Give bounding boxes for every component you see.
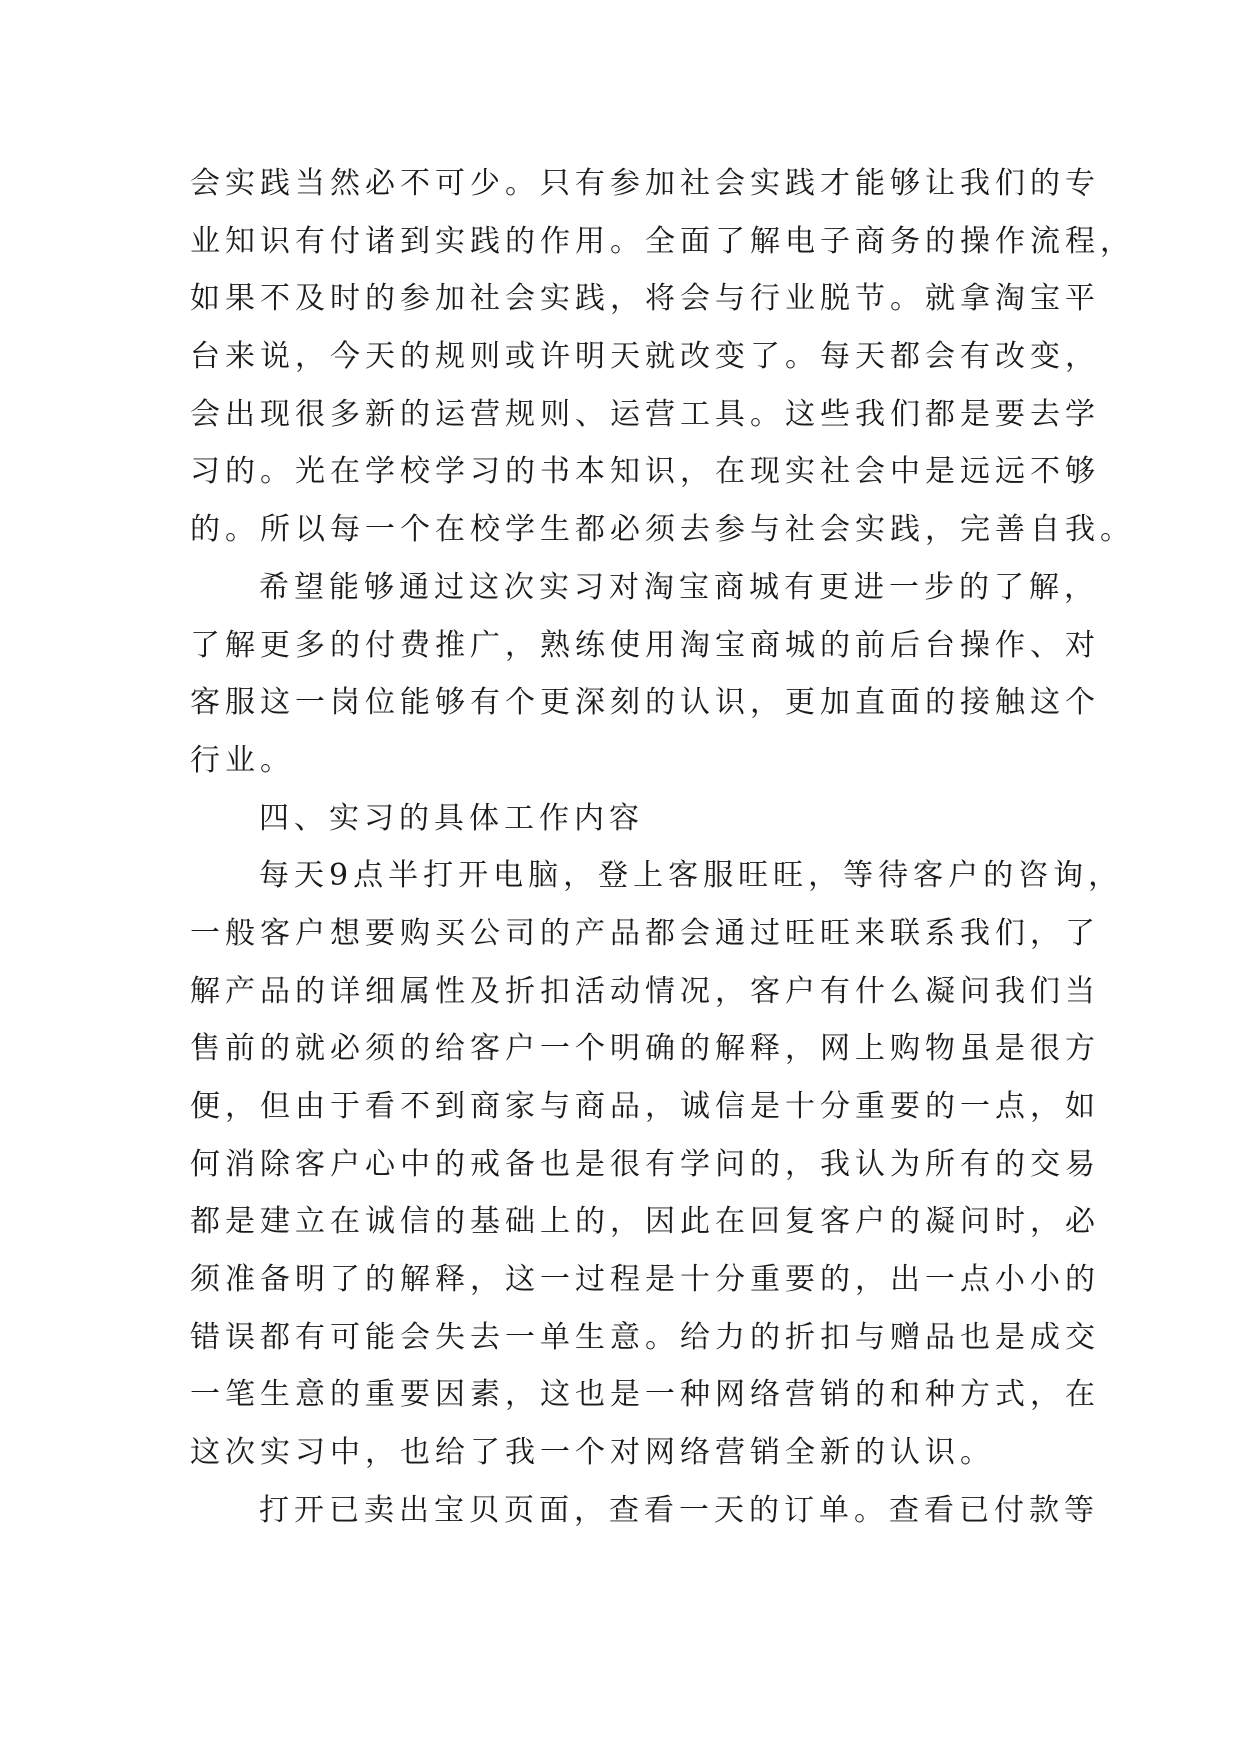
text-line: 一笔生意的重要因素，这也是一种网络营销的和种方式，在 [190, 1377, 1100, 1413]
paragraph-first-line: 每天9点半打开电脑，登上客服旺旺，等待客户的咨询， [259, 858, 1124, 894]
text-line: 会实践当然必不可少。只有参加社会实践才能够让我们的专 [190, 166, 1100, 201]
paragraph-first-line: 希望能够通过这次实习对淘宝商城有更进一步的了解， [259, 569, 1099, 605]
text-line: 如果不及时的参加社会实践，将会与行业脱节。就拿淘宝平 [190, 281, 1100, 317]
text-line: 须准备明了的解释，这一过程是十分重要的，出一点小小的 [190, 1262, 1100, 1298]
text-line: 错误都有可能会失去一单生意。给力的折扣与赠品也是成交 [190, 1319, 1100, 1355]
text-line: 解产品的详细属性及折扣活动情况，客户有什么凝问我们当 [190, 973, 1100, 1009]
text-line: 一般客户想要购买公司的产品都会通过旺旺来联系我们，了 [190, 915, 1100, 951]
text-line: 习的。光在学校学习的书本知识，在现实社会中是远远不够 [190, 454, 1100, 490]
text-line: 便，但由于看不到商家与商品，诚信是十分重要的一点，如 [190, 1089, 1100, 1124]
text-line: 了解更多的付费推广，熟练使用淘宝商城的前后台操作、对 [190, 627, 1100, 663]
document-body [190, 155, 1135, 1540]
text-line: 业知识有付诸到实践的作用。全面了解电子商务的操作流程， [190, 223, 1135, 259]
text-line: 行业。 [190, 742, 295, 778]
text-line: 会出现很多新的运营规则、运营工具。这些我们都是要去学 [190, 396, 1100, 432]
paragraph-first-line: 打开已卖出宝贝页面，查看一天的订单。查看已付款等 [259, 1492, 1099, 1528]
text-line: 客服这一岗位能够有个更深刻的认识，更加直面的接触这个 [190, 685, 1100, 721]
section-heading: 四、实习的具体工作内容 [259, 800, 644, 836]
text-line: 这次实习中，也给了我一个对网络营销全新的认识。 [190, 1435, 995, 1471]
text-line: 的。所以每一个在校学生都必须去参与社会实践，完善自我。 [190, 512, 1135, 548]
text-line: 都是建立在诚信的基础上的，因此在回复客户的凝问时，必 [190, 1204, 1100, 1240]
text-line: 何消除客户心中的戒备也是很有学问的，我认为所有的交易 [190, 1146, 1100, 1182]
text-line: 售前的就必须的给客户一个明确的解释，网上购物虽是很方 [190, 1031, 1100, 1067]
text-line: 台来说，今天的规则或许明天就改变了。每天都会有改变， [190, 339, 1100, 375]
